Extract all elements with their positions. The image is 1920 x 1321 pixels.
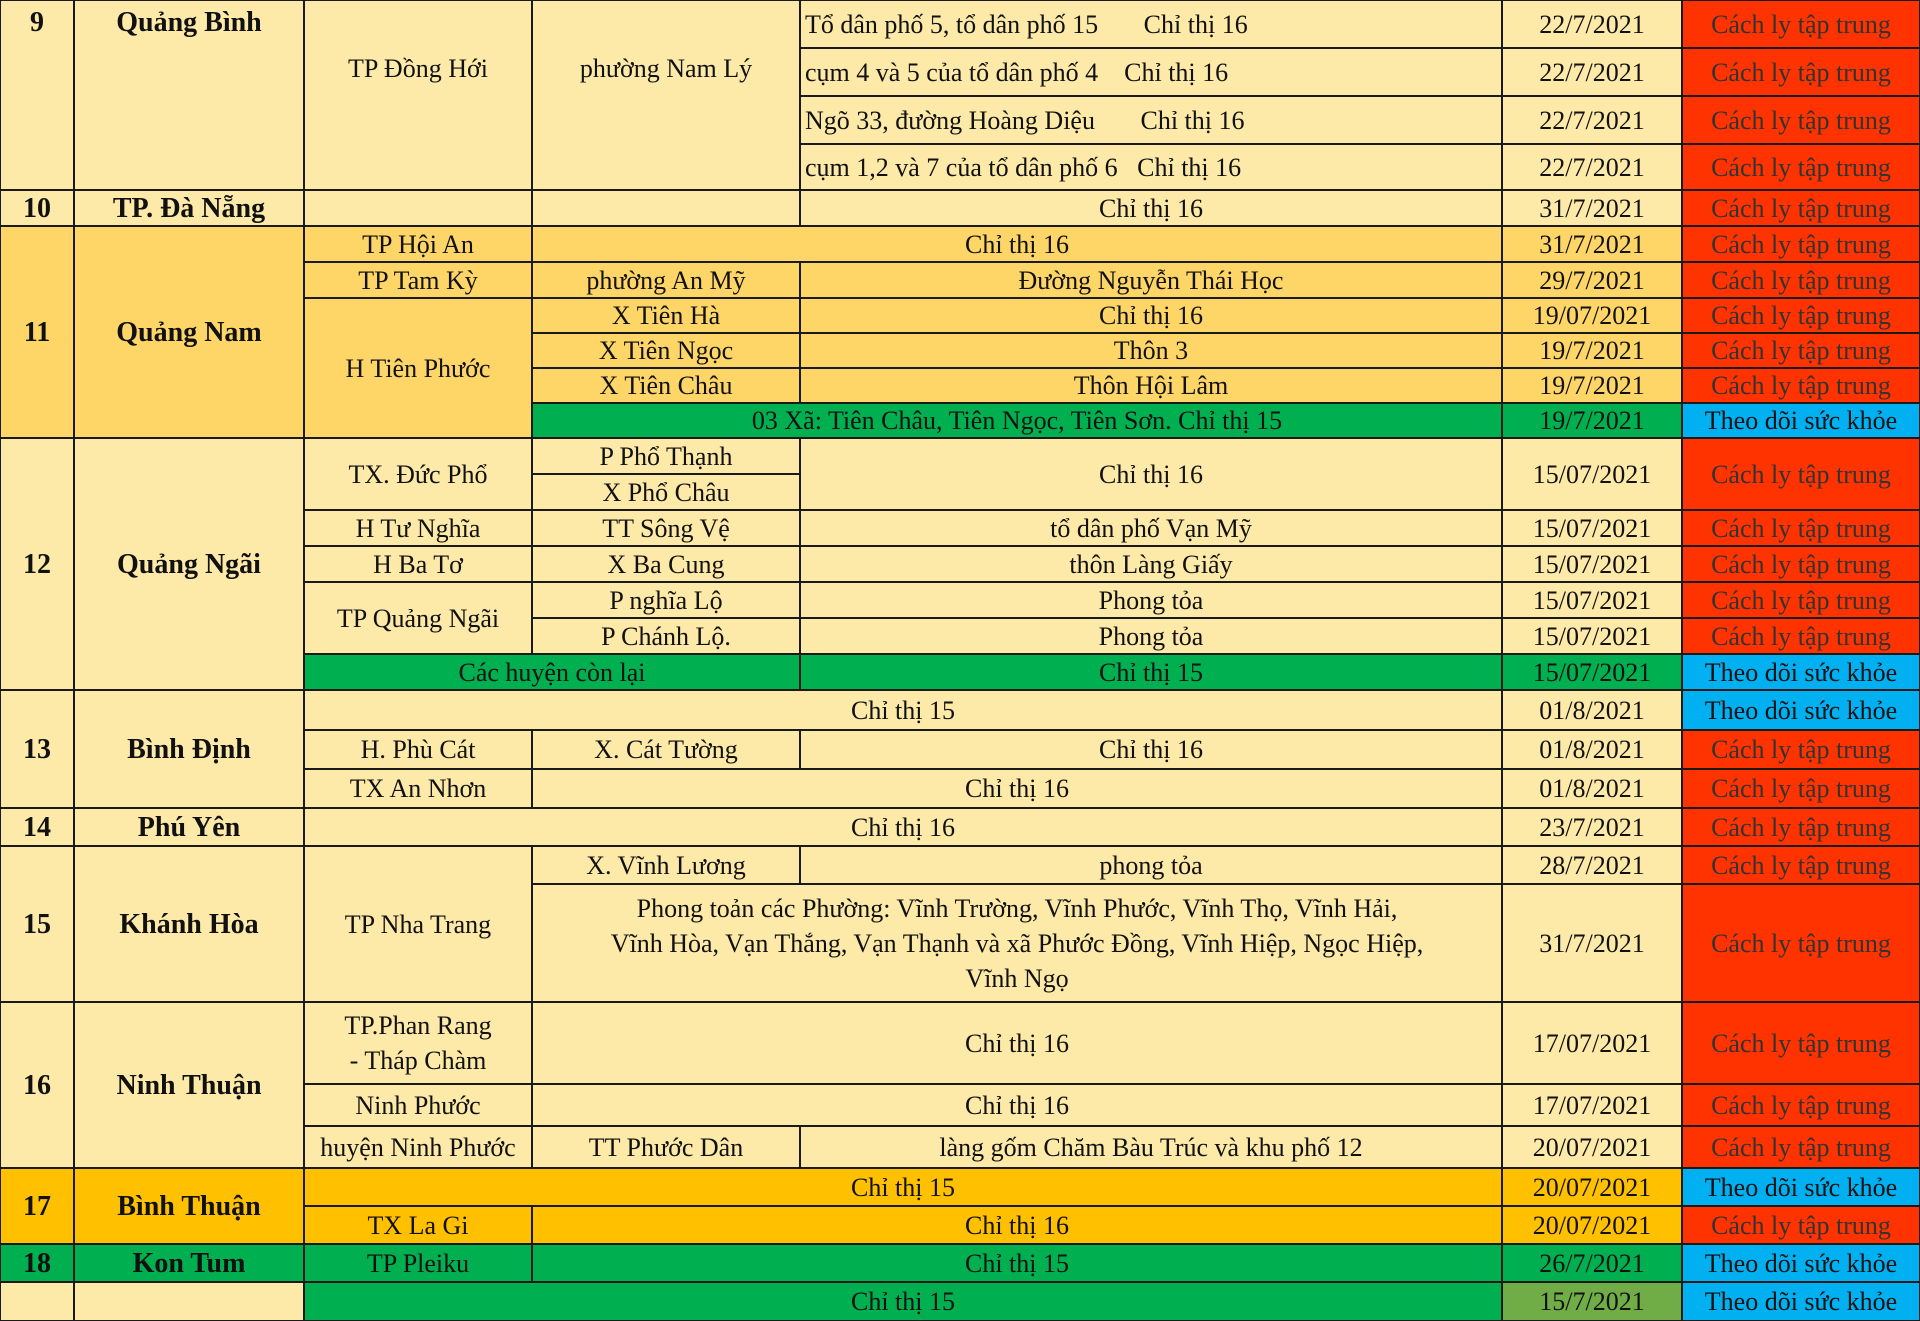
date-cell: 31/7/2021 <box>1502 226 1682 262</box>
row-number: 18 <box>0 1244 74 1282</box>
area-cell: Đường Nguyễn Thái Học <box>800 262 1502 298</box>
date-cell: 01/8/2021 <box>1502 730 1682 769</box>
ward-name: TT Phước Dân <box>532 1126 800 1168</box>
area-cell: Phong tỏa <box>800 582 1502 618</box>
measure-cell: Cách ly tập trung <box>1682 438 1920 510</box>
date-cell: 15/07/2021 <box>1502 510 1682 546</box>
date-cell: 22/7/2021 <box>1502 48 1682 96</box>
date-cell: 19/7/2021 <box>1502 368 1682 403</box>
district-name: H Tiên Phước <box>304 298 532 438</box>
area-cell: Chỉ thị 16 <box>800 438 1502 510</box>
date-cell: 01/8/2021 <box>1502 769 1682 808</box>
area-cell: Thôn Hội Lâm <box>800 368 1502 403</box>
measure-cell: Cách ly tập trung <box>1682 190 1920 226</box>
area-cell: Chỉ thị 16 <box>532 1206 1502 1244</box>
date-cell: 22/7/2021 <box>1502 96 1682 144</box>
measure-cell: Cách ly tập trung <box>1682 510 1920 546</box>
province-name: Bình Định <box>74 690 304 808</box>
measure-cell: Cách ly tập trung <box>1682 1206 1920 1244</box>
row-number: 16 <box>0 1002 74 1168</box>
province-name: Bình Thuận <box>74 1168 304 1244</box>
area-cell: Chỉ thị 16 <box>800 730 1502 769</box>
measure-cell: Cách ly tập trung <box>1682 333 1920 368</box>
measure-cell: Cách ly tập trung <box>1682 1002 1920 1084</box>
ward-name: X Phổ Châu <box>532 474 800 510</box>
measure-cell: Theo dõi sức khỏe <box>1682 1168 1920 1206</box>
measure-cell: Theo dõi sức khỏe <box>1682 403 1920 438</box>
district-name: TP Hội An <box>304 226 532 262</box>
province-name: TP. Đà Nẵng <box>74 190 304 226</box>
area-cell: tổ dân phố Vạn Mỹ <box>800 510 1502 546</box>
district-name <box>304 1002 532 1084</box>
ward-name: X Tiên Hà <box>532 298 800 333</box>
row-number: 13 <box>0 690 74 808</box>
ward-name: P nghĩa Lộ <box>532 582 800 618</box>
date-cell: 22/7/2021 <box>1502 144 1682 190</box>
district-name <box>304 190 532 226</box>
area-cell: thôn Làng Giấy <box>800 546 1502 582</box>
area-cell: Chỉ thị 15 <box>304 1282 1502 1321</box>
measure-cell: Cách ly tập trung <box>1682 730 1920 769</box>
district-name: H Ba Tơ <box>304 546 532 582</box>
district-name: TX An Nhơn <box>304 769 532 808</box>
area-cell: 03 Xã: Tiên Châu, Tiên Ngọc, Tiên Sơn. Chỉ thị 15 <box>532 403 1502 438</box>
date-cell: 15/07/2021 <box>1502 654 1682 690</box>
measure-cell: Cách ly tập trung <box>1682 144 1920 190</box>
district-name: TP Tam Kỳ <box>304 262 532 298</box>
measure-cell: Cách ly tập trung <box>1682 1126 1920 1168</box>
measure-cell: Cách ly tập trung <box>1682 846 1920 884</box>
district-name: H Tư Nghĩa <box>304 510 532 546</box>
date-cell: 20/07/2021 <box>1502 1206 1682 1244</box>
ward-name: X Tiên Châu <box>532 368 800 403</box>
measure-cell: Cách ly tập trung <box>1682 48 1920 96</box>
area-line: Vĩnh Hòa, Vạn Thắng, Vạn Thạnh và xã Phước Đồng, Vĩnh Hiệp, Ngọc Hiệp, <box>610 928 1424 958</box>
area-cell: Ngõ 33, đường Hoàng Diệu Chỉ thị 16 <box>800 96 1502 144</box>
measure-cell: Theo dõi sức khỏe <box>1682 654 1920 690</box>
district-name: H. Phù Cát <box>304 730 532 769</box>
row-number <box>0 1282 74 1321</box>
measure-cell: Cách ly tập trung <box>1682 298 1920 333</box>
area-cell: Chỉ thị 16 <box>800 190 1502 226</box>
area-cell: Tổ dân phố 5, tổ dân phố 15 Chỉ thị 16 <box>800 0 1502 48</box>
province-name: Quảng Nam <box>74 226 304 438</box>
area-cell: cụm 1,2 và 7 của tổ dân phố 6 Chỉ thị 16 <box>800 144 1502 190</box>
date-cell: 15/07/2021 <box>1502 618 1682 654</box>
date-cell: 22/7/2021 <box>1502 0 1682 48</box>
measure-cell: Cách ly tập trung <box>1682 582 1920 618</box>
area-cell: Chỉ thị 16 <box>532 1084 1502 1126</box>
date-cell: 15/07/2021 <box>1502 582 1682 618</box>
date-cell: 20/07/2021 <box>1502 1168 1682 1206</box>
area-line: Phong toản các Phường: Vĩnh Trường, Vĩnh Phước, Vĩnh Thọ, Vĩnh Hải, <box>636 893 1398 923</box>
date-cell: 17/07/2021 <box>1502 1002 1682 1084</box>
measure-cell: Cách ly tập trung <box>1682 546 1920 582</box>
district-name: Ninh Phước <box>304 1084 532 1126</box>
ward-name: X. Cát Tường <box>532 730 800 769</box>
area-cell: Chỉ thị 15 <box>800 654 1502 690</box>
date-cell: 28/7/2021 <box>1502 846 1682 884</box>
date-cell: 31/7/2021 <box>1502 190 1682 226</box>
province-name: Khánh Hòa <box>74 846 304 1002</box>
district-name: TX La Gi <box>304 1206 532 1244</box>
area-cell: phong tỏa <box>800 846 1502 884</box>
measure-cell: Cách ly tập trung <box>1682 96 1920 144</box>
ward-name: X Tiên Ngọc <box>532 333 800 368</box>
province-name: Phú Yên <box>74 808 304 846</box>
date-cell: 15/07/2021 <box>1502 546 1682 582</box>
measure-cell: Cách ly tập trung <box>1682 226 1920 262</box>
province-name <box>74 1282 304 1321</box>
province-name: Quảng Ngãi <box>74 438 304 690</box>
area-cell: Chỉ thị 15 <box>304 1168 1502 1206</box>
date-cell: 20/07/2021 <box>1502 1126 1682 1168</box>
area-cell: Chỉ thị 16 <box>304 808 1502 846</box>
area-cell: Chỉ thị 15 <box>304 690 1502 730</box>
date-cell: 29/7/2021 <box>1502 262 1682 298</box>
row-number: 9 <box>0 0 74 190</box>
area-cell: Chỉ thị 16 <box>532 1002 1502 1084</box>
ward-name: X Ba Cung <box>532 546 800 582</box>
district-name: huyện Ninh Phước <box>304 1126 532 1168</box>
area-cell: Thôn 3 <box>800 333 1502 368</box>
ward-name: phường Nam Lý <box>532 0 800 190</box>
ward-name <box>532 190 800 226</box>
area-cell: Chỉ thị 16 <box>800 298 1502 333</box>
date-cell: 19/07/2021 <box>1502 298 1682 333</box>
ward-name: TT Sông Vệ <box>532 510 800 546</box>
area-cell: Chỉ thị 15 <box>532 1244 1502 1282</box>
row-number: 17 <box>0 1168 74 1244</box>
district-name: TP Quảng Ngãi <box>304 582 532 654</box>
date-cell: 15/07/2021 <box>1502 438 1682 510</box>
province-name: Quảng Bình <box>74 0 304 190</box>
date-cell: 17/07/2021 <box>1502 1084 1682 1126</box>
district-name: TP Nha Trang <box>304 846 532 1002</box>
area-cell: Phong tỏa <box>800 618 1502 654</box>
date-cell: 26/7/2021 <box>1502 1244 1682 1282</box>
area-cell: Chỉ thị 16 <box>532 226 1502 262</box>
ward-name: P Chánh Lộ. <box>532 618 800 654</box>
date-cell: 15/7/2021 <box>1502 1282 1682 1321</box>
measure-cell: Cách ly tập trung <box>1682 1084 1920 1126</box>
district-name: TP Pleiku <box>304 1244 532 1282</box>
area-cell: Chỉ thị 16 <box>532 769 1502 808</box>
area-line: Vĩnh Ngọ <box>965 963 1069 993</box>
province-name: Kon Tum <box>74 1244 304 1282</box>
date-cell: 31/7/2021 <box>1502 884 1682 1002</box>
ward-name: P Phổ Thạnh <box>532 438 800 474</box>
area-cell: cụm 4 và 5 của tổ dân phố 4 Chỉ thị 16 <box>800 48 1502 96</box>
measure-cell: Cách ly tập trung <box>1682 769 1920 808</box>
measure-cell: Cách ly tập trung <box>1682 808 1920 846</box>
district-name: TX. Đức Phổ <box>304 438 532 510</box>
measure-cell: Theo dõi sức khỏe <box>1682 690 1920 730</box>
district-line: TP.Phan Rang <box>344 1011 492 1040</box>
ward-name: X. Vĩnh Lương <box>532 846 800 884</box>
area-cell <box>532 884 1502 1002</box>
row-number: 14 <box>0 808 74 846</box>
province-name: Ninh Thuận <box>74 1002 304 1168</box>
district-name: Các huyện còn lại <box>304 654 800 690</box>
measure-cell: Theo dõi sức khỏe <box>1682 1282 1920 1321</box>
measure-cell: Theo dõi sức khỏe <box>1682 1244 1920 1282</box>
measure-cell: Cách ly tập trung <box>1682 884 1920 1002</box>
measure-cell: Cách ly tập trung <box>1682 618 1920 654</box>
row-number: 11 <box>0 226 74 438</box>
date-cell: 01/8/2021 <box>1502 690 1682 730</box>
district-line: - Tháp Chàm <box>349 1046 487 1075</box>
row-number: 15 <box>0 846 74 1002</box>
district-name: TP Đồng Hới <box>304 0 532 190</box>
row-number: 10 <box>0 190 74 226</box>
date-cell: 23/7/2021 <box>1502 808 1682 846</box>
measure-cell: Cách ly tập trung <box>1682 368 1920 403</box>
measure-cell: Cách ly tập trung <box>1682 0 1920 48</box>
area-cell: làng gốm Chăm Bàu Trúc và khu phố 12 <box>800 1126 1502 1168</box>
row-number: 12 <box>0 438 74 690</box>
ward-name: phường An Mỹ <box>532 262 800 298</box>
date-cell: 19/7/2021 <box>1502 403 1682 438</box>
measure-cell: Cách ly tập trung <box>1682 262 1920 298</box>
date-cell: 19/7/2021 <box>1502 333 1682 368</box>
